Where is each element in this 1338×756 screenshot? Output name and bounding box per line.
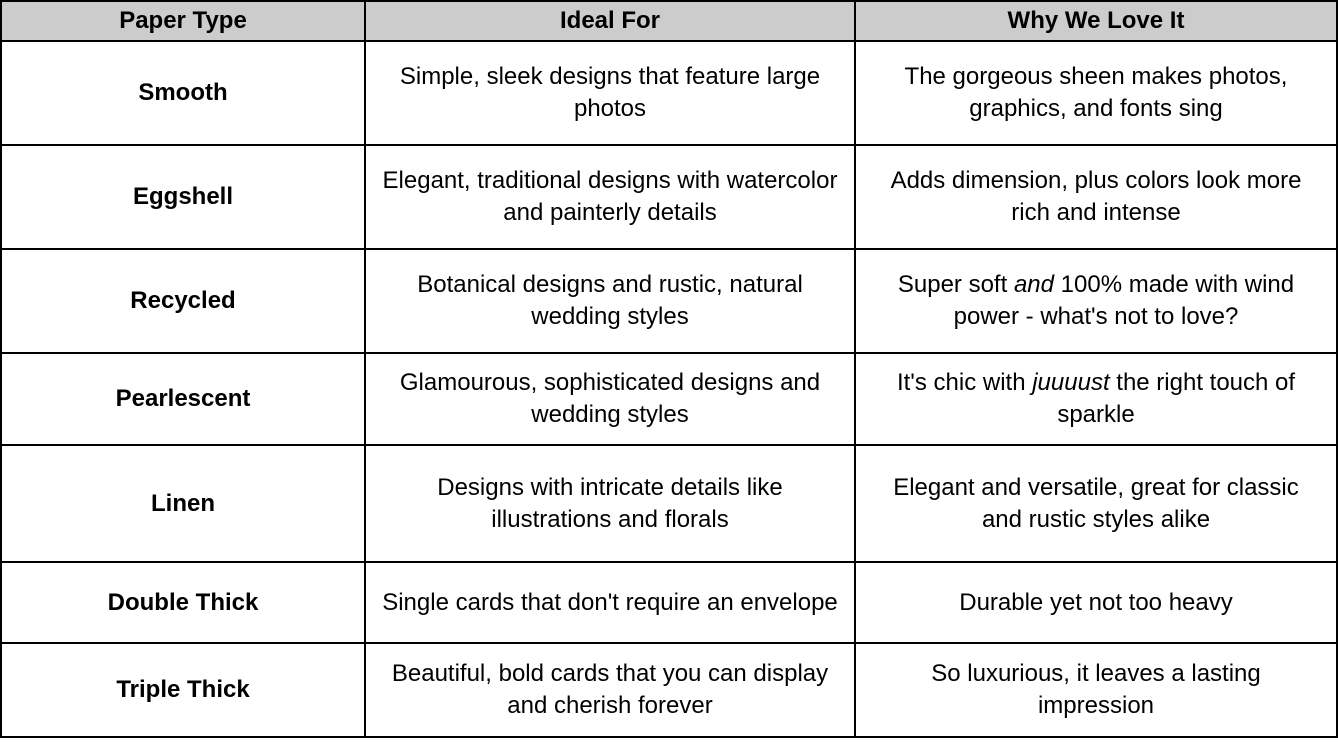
why-love-emphasis: juuuust (1032, 369, 1110, 396)
why-love-cell (855, 445, 1337, 562)
why-love-text: Adds dimension, plus colors look more rich and intense (890, 167, 1302, 226)
why-love-text: Durable yet not too heavy (959, 588, 1233, 616)
why-love-cell (855, 41, 1337, 145)
why-love-text: The gorgeous sheen makes photos, graphics, and fonts sing (904, 63, 1288, 122)
header-ideal-for: Ideal For (365, 1, 855, 41)
why-love-cell (855, 643, 1337, 737)
paper-type-cell: Triple Thick (1, 643, 365, 737)
table-row (1, 353, 1337, 445)
ideal-for-cell: Simple, sleek designs that feature large photos (365, 41, 855, 145)
why-love-cell (855, 145, 1337, 249)
table-header-row (1, 1, 1337, 41)
ideal-for-cell: Elegant, traditional designs with watercolor and painterly details (365, 145, 855, 249)
why-love-cell (855, 562, 1337, 643)
why-love-text: It's chic with (896, 369, 1033, 396)
ideal-for-cell: Botanical designs and rustic, natural wedding styles (365, 249, 855, 353)
ideal-for-cell: Glamourous, sophisticated designs and wedding styles (365, 353, 855, 445)
why-love-text: Elegant and versatile, great for classic and rustic styles alike (893, 473, 1299, 533)
ideal-for-cell: Single cards that don't require an envelope (365, 562, 855, 643)
table-row (1, 445, 1337, 562)
why-love-cell (855, 249, 1337, 353)
paper-type-cell: Eggshell (1, 145, 365, 249)
paper-type-cell: Recycled (1, 249, 365, 353)
why-love-text-rest: 100% made with wind power - what's not to love? (953, 271, 1295, 330)
why-love-text: Super soft (897, 271, 1014, 298)
header-why-we-love-it: Why We Love It (855, 1, 1337, 41)
why-love-emphasis: and (1013, 271, 1054, 298)
table-row (1, 643, 1337, 737)
table-row (1, 249, 1337, 353)
table-row (1, 145, 1337, 249)
table-row (1, 562, 1337, 643)
why-love-text: So luxurious, it leaves a lasting impression (931, 660, 1261, 719)
why-love-text-rest: the right touch of sparkle (1057, 369, 1296, 428)
paper-type-cell: Pearlescent (1, 353, 365, 445)
table-row (1, 41, 1337, 145)
header-paper-type: Paper Type (1, 1, 365, 41)
paper-type-cell: Linen (1, 445, 365, 562)
why-love-cell (855, 353, 1337, 445)
ideal-for-cell: Beautiful, bold cards that you can display and cherish forever (365, 643, 855, 737)
paper-type-cell: Double Thick (1, 562, 365, 643)
paper-type-cell: Smooth (1, 41, 365, 145)
ideal-for-cell: Designs with intricate details like illustrations and florals (365, 445, 855, 562)
